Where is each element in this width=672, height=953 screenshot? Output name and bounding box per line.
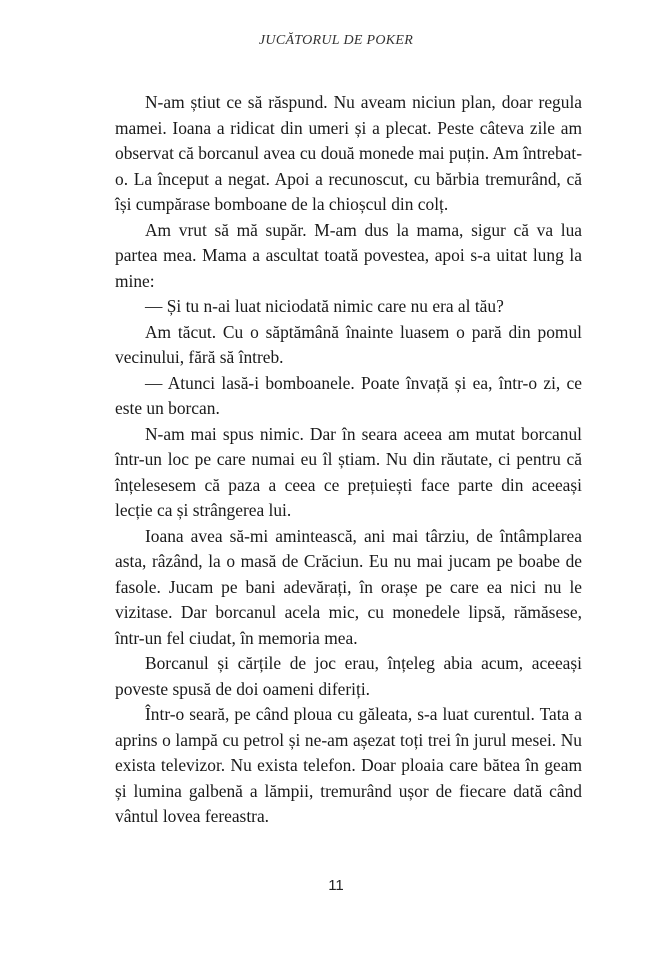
paragraph: Într-o seară, pe când ploua cu găleata, s-a luat curentul. Tata a aprins o lampă cu petrol și ne-am așezat toți trei în jurul mesei. Nu exista televizor. Nu exista telefon. Doar ploaia care bătea în geam și lumina galbenă a lămpii, tremurând ușor de fiecare dată când vântul lovea fereastra. (115, 704, 582, 826)
paragraph: N-am știut ce să răspund. Nu aveam niciun plan, doar regula mamei. Ioana a ridicat din umeri și a plecat. Peste câteva zile am observat că borcanul avea cu două monede mai puțin. Am întrebat-o. La început a negat. Apoi a recunoscut, cu bărbia tremurând, că își cumpărase bomboane de la chioșcul din colț. (115, 92, 582, 214)
paragraph: Borcanul și cărțile de joc erau, înțeleg abia acum, aceeași poveste spusă de doi oameni diferiți. (115, 653, 582, 699)
dialogue-line: — Atunci lasă-i bomboanele. Poate învață și ea, într-o zi, ce este un borcan. (115, 372, 582, 418)
paragraph: Am tăcut. Cu o săptămână înainte luasem o pară din pomul vecinului, fără să întreb. (115, 321, 582, 367)
running-header: JUCĂTORUL DE POKER (258, 33, 414, 48)
page-number: 11 (328, 877, 344, 894)
dialogue-line: — Și tu n-ai luat niciodată nimic care nu era al tău? (145, 296, 504, 316)
body-text (115, 90, 582, 830)
paragraph: Am vrut să mă supăr. M-am dus la mama, sigur că va lua partea mea. Mama a ascultat toată povestea, apoi s-a uitat lung la mine: (115, 219, 582, 291)
paragraph: N-am mai spus nimic. Dar în seara aceea am mutat borcanul într-un loc pe care numai eu îl știam. Nu din răutate, ci pentru că înțelesesem că paza a ceea ce prețuiești face parte din aceeași lecție ca și strângerea lui. (115, 423, 582, 520)
paragraph: Ioana avea să-mi amintească, ani mai târziu, de întâmplarea asta, râzând, la o masă de Crăciun. Eu nu mai jucam pe boabe de fasole. Jucam pe bani adevărați, în orașe pe care ea nici nu le vizitase. Dar borcanul acela mic, cu monedele lipsă, rămăsese, într-un fel ciudat, în memoria mea. (115, 525, 582, 648)
